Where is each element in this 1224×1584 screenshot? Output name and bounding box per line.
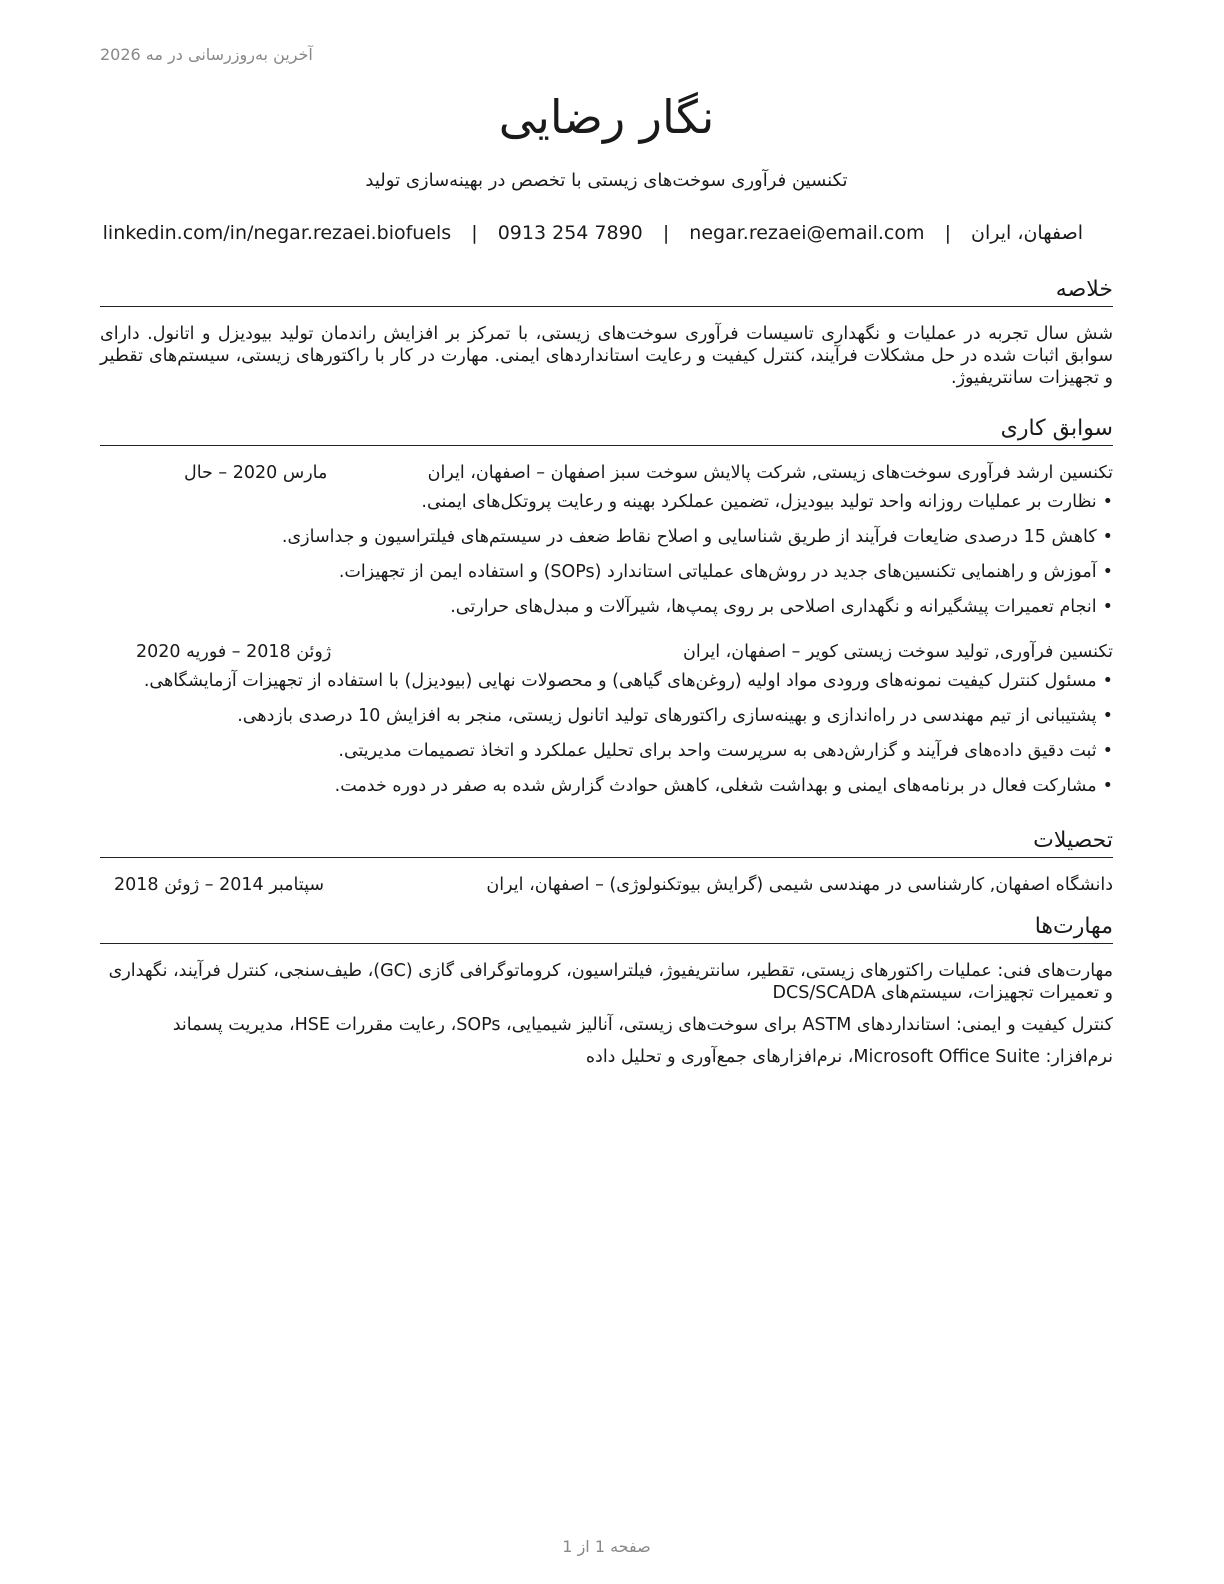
contact-line [102, 222, 1083, 244]
summary-text: شش سال تجربه در عملیات و نگهداری تاسیسات فرآوری سوخت‌های زیستی، با تمرکز بر افزایش راندمان تولید بیودیزل و اتانول. دارای سوابق اثبات شده در حل مشکلات فرآیند، کنترل کیفیت و رعایت استانداردهای ایمنی. مهارت در کار با راکتورهای زیستی، سیستم‌های تقطیر و تجهیزات سانتریفیوژ. [100, 324, 1113, 388]
page-number: صفحه 1 از 1 [562, 1537, 651, 1556]
page-title: نگار رضایی [498, 90, 715, 144]
list-item: • نظارت بر عملیات روزانه واحد تولید بیودیزل، تضمین عملکرد بهینه و رعایت پروتکل‌های ایمنی. [100, 490, 1113, 514]
list-item: • ثبت دقیق داده‌های فرآیند و گزارش‌دهی به سرپرست واحد برای تحلیل عملکرد و اتخاذ تصمیمات مدیریتی. [100, 739, 1113, 763]
contact-linkedin[interactable]: linkedin.com/in/negar.rezaei.biofuels [102, 222, 452, 244]
list-item: • کاهش 15 درصدی ضایعات فرآیند از طریق شناسایی و اصلاح نقاط ضعف در سیستم‌های فیلتراسیون و جداسازی. [100, 525, 1113, 549]
skills-quality-safety: کنترل کیفیت و ایمنی: استانداردهای ASTM برای سوخت‌های زیستی، آنالیز شیمیایی، SOPs، رعایت مقررات HSE، مدیریت پسماند [172, 1015, 1113, 1035]
last-updated-note: آخرین به‌روزرسانی در مه 2026 [100, 45, 313, 64]
contact-separator: | [662, 222, 670, 244]
list-item: • مسئول کنترل کیفیت نمونه‌های ورودی مواد اولیه (روغن‌های گیاهی) و محصولات نهایی (بیودیزل) با استفاده از تجهیزات آزمایشگاهی. [100, 669, 1113, 693]
job-bullets [100, 669, 1113, 798]
section-title-skills: مهارت‌ها [100, 913, 1113, 944]
resume-page [100, 0, 1113, 1584]
contact-separator: | [944, 222, 951, 244]
list-item: • انجام تعمیرات پیشگیرانه و نگهداری اصلاحی بر روی پمپ‌ها، شیرآلات و مبدل‌های حرارتی. [100, 595, 1113, 619]
summary-section [100, 276, 1113, 389]
list-item: • آموزش و راهنمایی تکنسین‌های جدید در روش‌های عملیاتی استاندارد (SOPs) و استفاده ایمن از تجهیزات. [100, 560, 1113, 584]
job-title: تکنسین ارشد فرآوری سوخت‌های زیستی, شرکت پالایش سوخت سبز اصفهان – اصفهان، ایران [427, 463, 1113, 483]
education-degree: دانشگاه اصفهان, کارشناسی در مهندسی شیمی (گرایش بیوتکنولوژی) – اصفهان، ایران [486, 875, 1113, 895]
skills-technical: مهارت‌های فنی: عملیات راکتورهای زیستی، تقطیر، سانتریفیوژ، فیلتراسیون، کروماتوگرافی گازی (GC)، طیف‌سنجی، کنترل فرآیند، نگهداری و تعمیرات تجهیزات، سیستم‌های DCS/SCADA [108, 961, 1113, 1003]
skills-section [100, 913, 1113, 1068]
list-item: • مشارکت فعال در برنامه‌های ایمنی و بهداشت شغلی، کاهش حوادث گزارش شده به صفر در دوره خدمت. [100, 774, 1113, 798]
education-dates: سپتامبر 2014 – ژوئن 2018 [114, 875, 325, 895]
contact-location: اصفهان، ایران [971, 222, 1083, 244]
contact-phone: 0913 254 7890 [497, 222, 643, 244]
education-section [100, 827, 1113, 898]
contact-separator: | [471, 222, 478, 244]
job-header [100, 460, 1113, 486]
job-dates: مارس 2020 – حال [184, 463, 328, 483]
skills-software: نرم‌افزار: Microsoft Office Suite، نرم‌افزارهای جمع‌آوری و تحلیل داده [585, 1047, 1113, 1067]
job-bullets [100, 490, 1113, 619]
job-subtitle: تکنسین فرآوری سوخت‌های زیستی با تخصص در بهینه‌سازی تولید [365, 170, 848, 191]
job-header [100, 639, 1113, 665]
section-title-summary: خلاصه [100, 276, 1113, 307]
contact-email[interactable]: negar.rezaei@email.com [689, 222, 925, 244]
list-item: • پشتیبانی از تیم مهندسی در راه‌اندازی و بهینه‌سازی راکتورهای تولید اتانول زیستی، منجر به افزایش 10 درصدی بازدهی. [100, 704, 1113, 728]
experience-section [100, 415, 1113, 809]
job-title: تکنسین فرآوری, تولید سوخت زیستی کویر – اصفهان، ایران [682, 642, 1113, 662]
section-title-education: تحصیلات [100, 827, 1113, 858]
job-dates: ژوئن 2018 – فوریه 2020 [136, 642, 332, 662]
education-header [100, 872, 1113, 898]
section-title-experience: سوابق کاری [100, 415, 1113, 446]
